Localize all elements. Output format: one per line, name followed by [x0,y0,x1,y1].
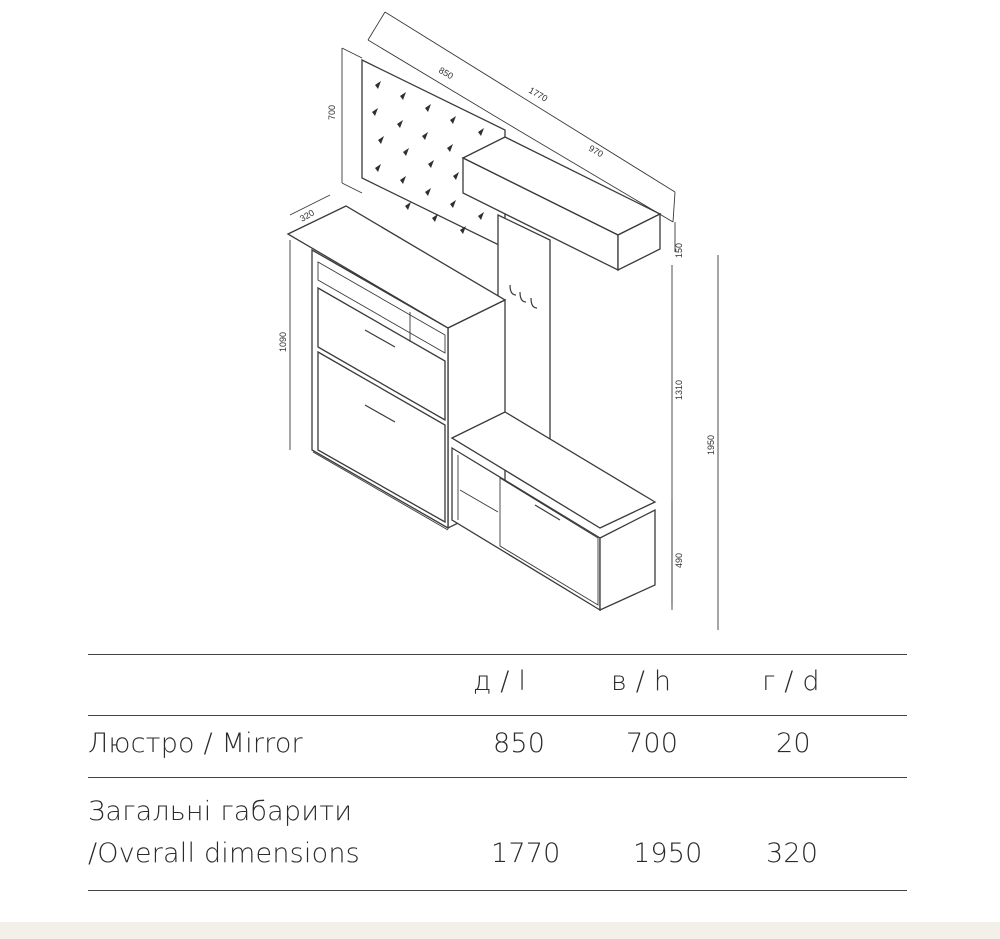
row-height: 1950 [633,838,703,869]
dim-shelf-height: 150 [674,242,684,258]
row-length: 1770 [491,838,561,869]
dim-cabinet-height: 1090 [278,331,288,352]
header-depth: г / d [762,666,820,697]
row-length: 850 [493,728,546,759]
dim-shelf-width: 970 [587,143,606,160]
table-rule-bottom [88,890,907,891]
top-shelf [463,137,660,270]
dim-overall-height: 1950 [706,434,716,455]
dim-mirror-height: 700 [327,104,337,120]
table-rule-header [88,715,907,716]
dim-mirror-width: 850 [437,65,456,82]
dim-cabinet-depth: 320 [298,207,317,224]
dim-panel-height: 1310 [674,379,684,400]
row-depth: 20 [776,728,811,759]
row-name: Загальні габарити [88,796,353,827]
coat-panel [498,215,550,445]
table-rule-mid [88,777,907,778]
row-name-line2: /Overall dimensions [88,838,360,869]
header-height: в / h [611,666,672,697]
row-depth: 320 [766,838,819,869]
dim-total-width: 1770 [527,85,550,104]
row-height: 700 [626,728,679,759]
row-name: Люстро / Mirror [88,728,303,759]
header-length: д / l [473,666,527,697]
dim-bench-height: 490 [674,552,684,568]
bottom-band [0,922,1000,939]
table-rule-top [88,654,907,655]
bench [452,412,655,610]
